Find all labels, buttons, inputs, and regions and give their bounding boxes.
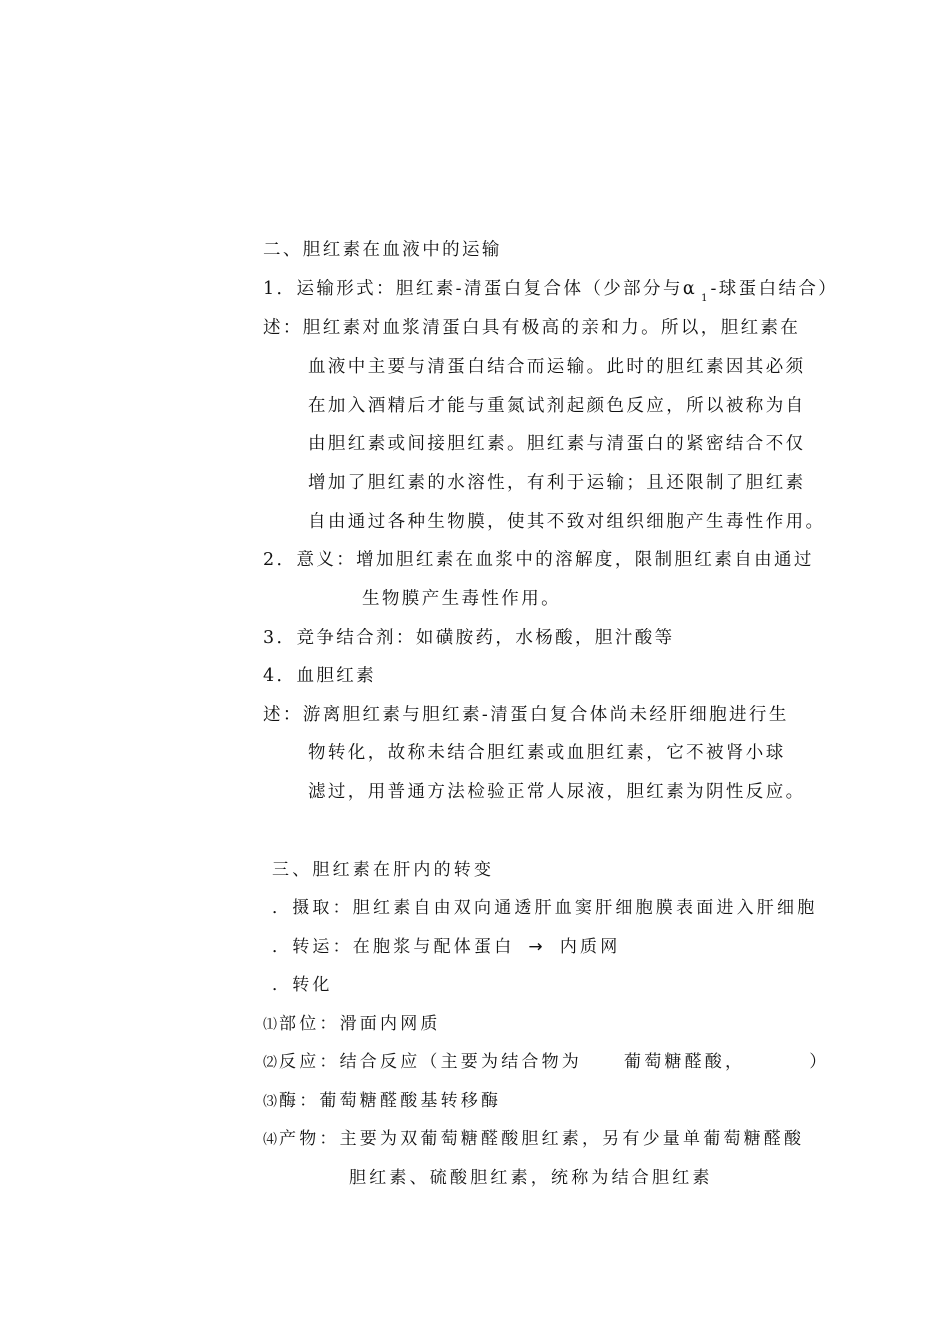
section3-item-transport bbox=[272, 935, 620, 959]
transport-text-b: 内质网 bbox=[559, 937, 621, 957]
section2-item1 bbox=[263, 277, 838, 304]
desc4-line-1 bbox=[263, 703, 789, 727]
section2-item4 bbox=[263, 664, 376, 688]
reaction-number: ⑵ bbox=[263, 1055, 277, 1071]
section3-item-conversion bbox=[272, 973, 333, 997]
intake-number: ． bbox=[272, 898, 293, 918]
product-text-1: 产物：主要为双葡萄糖醛酸胆红素，另有少量单葡萄糖醛酸 bbox=[279, 1129, 805, 1149]
location-number: ⑴ bbox=[263, 1017, 277, 1033]
section3-item-intake bbox=[272, 896, 817, 920]
desc1-line-1 bbox=[263, 316, 800, 340]
intake-text: 摄取：胆红素自由双向通透肝血窦肝细胞膜表面进入肝细胞 bbox=[292, 898, 818, 918]
transport-text-a: 转运：在胞浆与配体蛋白 bbox=[292, 937, 515, 957]
item2-line-2: 生物膜产生毒性作用。 bbox=[362, 589, 561, 609]
desc1-line-5: 增加了胆红素的水溶性，有利于运输；且还限制了胆红素 bbox=[308, 473, 806, 493]
item3-number: 3． bbox=[263, 628, 297, 648]
reaction-text-b: 葡萄糖醛酸， bbox=[624, 1052, 746, 1072]
product-line-2: 胆红素、硫酸胆红素，统称为结合胆红素 bbox=[349, 1168, 713, 1188]
desc1-text-1: 胆红素对血浆清蛋白具有极高的亲和力。所以，胆红素在 bbox=[302, 318, 801, 338]
item1-text-b: -球蛋白结合） bbox=[710, 279, 839, 299]
desc1-line-4: 由胆红素或间接胆红素。胆红素与清蛋白的紧密结合不仅 bbox=[308, 434, 806, 454]
desc1-line-3: 在加入酒精后才能与重氮试剂起颜色反应，所以被称为自 bbox=[308, 396, 806, 416]
item4-text: 血胆红素 bbox=[296, 666, 377, 686]
reaction-text-c: ） bbox=[809, 1052, 830, 1072]
item3-text: 竞争结合剂：如磺胺药，水杨酸，胆汁酸等 bbox=[296, 628, 675, 648]
desc1-line-6: 自由通过各种生物膜，使其不致对组织细胞产生毒性作用。 bbox=[308, 512, 826, 532]
desc4-prefix: 述： bbox=[263, 705, 303, 725]
product-number: ⑷ bbox=[263, 1132, 277, 1148]
desc4-line-2: 物转化，故称未结合胆红素或血胆红素，它不被肾小球 bbox=[308, 743, 786, 763]
section2-heading: 二、胆红素在血液中的运输 bbox=[263, 240, 502, 260]
sub-item-location bbox=[263, 1012, 441, 1037]
conversion-text: 转化 bbox=[292, 975, 333, 995]
section2-item2 bbox=[263, 548, 814, 572]
desc1-prefix: 述： bbox=[263, 318, 303, 338]
conversion-number: ． bbox=[272, 975, 293, 995]
enzyme-number: ⑶ bbox=[263, 1094, 277, 1110]
reaction-text-a: 反应：结合反应（主要为结合物为 bbox=[279, 1052, 582, 1072]
enzyme-text: 酶：葡萄糖醛酸基转移酶 bbox=[279, 1091, 502, 1111]
location-text: 部位：滑面内网质 bbox=[279, 1014, 441, 1034]
desc4-line-3: 滤过，用普通方法检验正常人尿液，胆红素为阴性反应。 bbox=[308, 782, 806, 802]
item1-text-a: 运输形式：胆红素-清蛋白复合体（少部分与α bbox=[296, 279, 698, 299]
desc1-line-2: 血液中主要与清蛋白结合而运输。此时的胆红素因其必须 bbox=[308, 357, 806, 377]
item2-number: 2． bbox=[263, 550, 297, 570]
item2-text-1: 意义：增加胆红素在血浆中的溶解度，限制胆红素自由通过 bbox=[296, 550, 814, 570]
item4-number: 4． bbox=[263, 666, 297, 686]
sub-item-enzyme bbox=[263, 1089, 501, 1114]
sub-item-reaction bbox=[263, 1050, 829, 1075]
right-arrow-icon: → bbox=[528, 937, 546, 957]
desc4-text-1: 游离胆红素与胆红素-清蛋白复合体尚未经肝细胞进行生 bbox=[302, 705, 789, 725]
sub-item-product bbox=[263, 1127, 804, 1152]
transport-number: ． bbox=[272, 937, 293, 957]
section3-heading: 三、胆红素在肝内的转变 bbox=[272, 860, 495, 880]
section2-item3 bbox=[263, 626, 675, 650]
item1-number: 1． bbox=[263, 279, 297, 299]
alpha-subscript: 1 bbox=[701, 293, 708, 304]
